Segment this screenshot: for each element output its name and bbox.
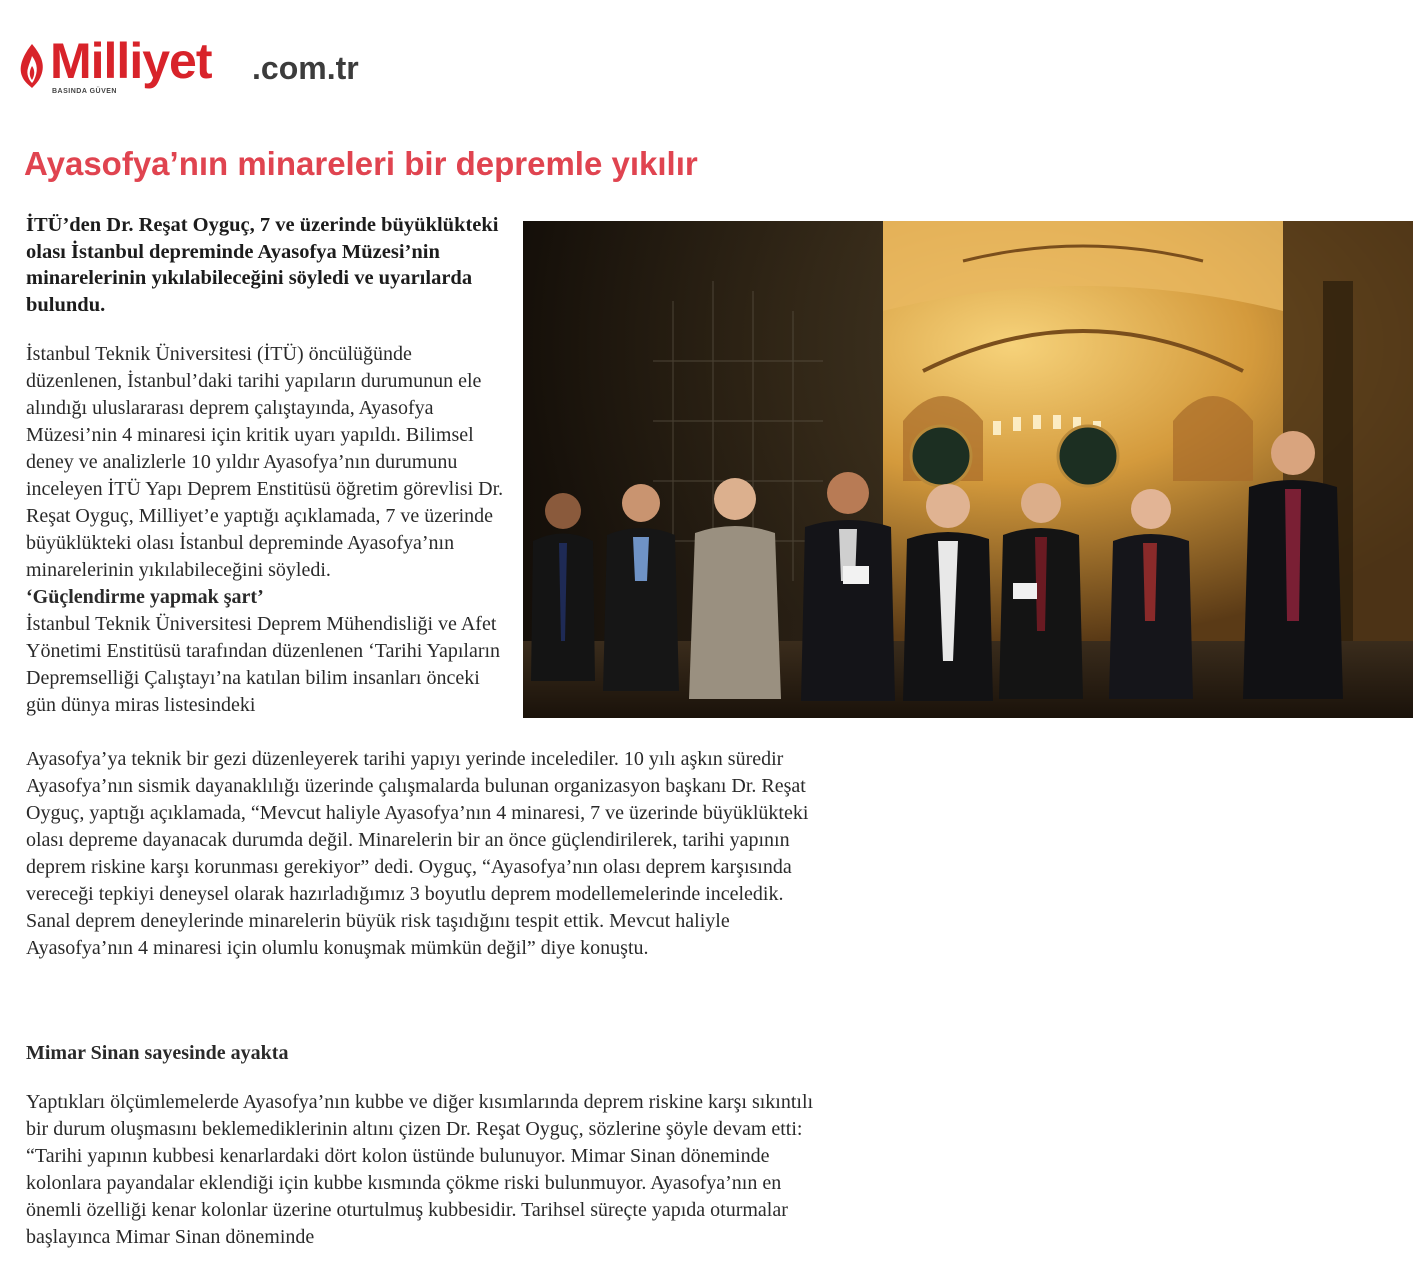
body-paragraph: Ayasofya’ya teknik bir gezi düzenleyerek tarihi yapıyı yerinde incelediler. 10 yılı aşkın süredir Ayasofya’nın sismik dayanaklılığı üzerinde çalışmalarda bulunan organizasyon başkanı Dr. Reşat Oyguç, yaptığı açıklamada, “Mevcut haliyle Ayasofya’nın 4 minaresi, 7 ve üzerinde büyüklükteki olası depreme dayanacak durumda değil. Minarelerin bir an önce güçlendirilerek, tarihi yapının deprem riskine karşı korunması gerekiyor” dedi. Oyguç, “Ayasofya’nın olası deprem karşısında vereceği tepkiyi deneysel olarak hazırladığımız 3 boyutlu deprem modellemelerinde inceledik. Sanal deprem deneylerinde minarelerin büyük risk taşıdığını tespit ettik. Mevcut haliyle Ayasofya’nın 4 minaresi için olumlu konuşmak mümkün değil” diye konuştu. — [26, 748, 809, 959]
article-body-wide — [26, 746, 826, 962]
body-paragraph: Yaptıkları ölçümlemelerde Ayasofya’nın kubbe ve diğer kısımlarında deprem riskine karşı sıkıntılı bir durum oluşmasını beklemediklerinin altını çizen Dr. Reşat Oyguç, sözlerine şöyle devam etti: — [26, 1091, 814, 1140]
subheading: ‘Güçlendirme yapmak şart’ — [26, 586, 264, 608]
article-body-wide-2 — [26, 1089, 826, 1251]
article-headline: Ayasofya’nın minareleri bir depremle yıkılır — [24, 145, 698, 182]
photo-illustration — [523, 221, 1413, 718]
brand-tld: .com.tr — [252, 50, 359, 86]
article-column-left — [26, 341, 512, 719]
brand-logo-text: Milliyet — [50, 33, 212, 89]
body-paragraph: İstanbul Teknik Üniversitesi Deprem Mühendisliği ve Afet Yönetimi Enstitüsü tarafından düzenlenen ‘Tarihi Yapıların Depremselliği Çalıştayı’na katılan bilim insanları önceki gün dünya miras listesindeki — [26, 613, 501, 716]
article-photo — [523, 221, 1413, 718]
quote-paragraph: “Tarihi yapının kubbesi kenarlardaki dört kolon üstünde bulunuyor. Mimar Sinan döneminde kolonlara payandalar eklendiği için kubbe kısmında çökme riski bulunmuyor. Ayasofya’nın en önemli özelliği kenar kolonlar üzerine oturtulmuş kubbesidir. Tarihsel süreçte yapıda oturmalar başlayınca Mimar Sinan döneminde — [26, 1145, 788, 1248]
milliyet-flame-icon — [16, 42, 48, 92]
brand-slogan: BASINDA GÜVEN — [52, 88, 117, 95]
body-paragraph: İstanbul Teknik Üniversitesi (İTÜ) öncülüğünde düzenlenen, İstanbul’daki tarihi yapıların durumunun ele alındığı uluslararası deprem çalıştayında, Ayasofya Müzesi’nin 4 minaresi için kritik uyarı yapıldı. Bilimsel deney ve analizlerle 10 yıldır Ayasofya’nın durumunu inceleyen İTÜ Yapı Deprem Enstitüsü öğretim görevlisi Dr. Reşat Oyguç, Milliyet’e yaptığı açıklamada, 7 ve üzerinde büyüklükteki olası İstanbul depreminde Ayasofya’nın minarelerinin yıkılabileceğini söyledi. — [26, 343, 504, 581]
article-lead: İTÜ’den Dr. Reşat Oyguç, 7 ve üzerinde büyüklükteki olası İstanbul depreminde Ayasofya Müzesi’nin minarelerinin yıkılabileceğini söyledi ve uyarılarda bulundu. — [26, 214, 499, 316]
section-heading: Mimar Sinan sayesinde ayakta — [26, 1042, 289, 1064]
